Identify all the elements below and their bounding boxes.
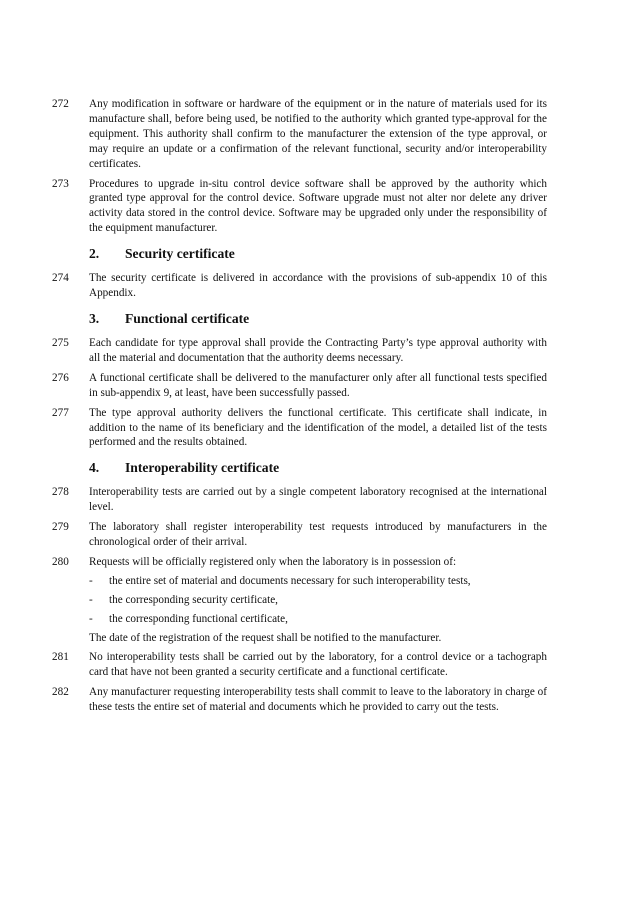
paragraph-number: 273 <box>52 177 69 190</box>
paragraph-number: 278 <box>52 486 69 499</box>
paragraph-closing-text: The date of the registration of the request shall be notified to the manufacturer. <box>89 631 442 644</box>
bullet-dash: - <box>89 612 93 625</box>
paragraph-number: 272 <box>52 98 69 110</box>
paragraph-number: 276 <box>52 371 69 384</box>
paragraph-text: Interoperability tests are carried out by a single competent laboratory recognised at the international level. <box>89 486 547 514</box>
paragraph-275 <box>0 336 640 366</box>
bullet-dash: - <box>89 574 93 587</box>
list-item <box>89 612 547 627</box>
paragraph-280 <box>0 555 640 646</box>
paragraph-281 <box>0 650 640 680</box>
paragraph-text: Any manufacturer requesting interoperability tests shall commit to leave to the laboratory in charge of these tests the entire set of material and documents which he provided to carry out the tests. <box>89 686 547 714</box>
paragraph-number: 277 <box>52 406 69 419</box>
paragraph-277 <box>0 406 640 451</box>
paragraph-text: A functional certificate shall be delivered to the manufacturer only after all functional tests specified in sub-appendix 9, at least, have been successfully passed. <box>89 371 547 399</box>
section-heading-interoperability-certificate <box>0 459 640 477</box>
list-item <box>89 574 547 589</box>
list-item <box>89 593 547 608</box>
section-number: 3. <box>89 310 100 326</box>
paragraph-text: Any modification in software or hardware of the equipment or in the nature of materials used for its manufacture shall, before being used, be notified to the authority which granted type-approval for the equipment. This authority shall confirm to the manufacturer the extension of the type approval, or may require an update or a confirmation of the relevant functional, security and/or interoperability certificates. <box>89 98 547 170</box>
paragraph-278 <box>0 485 640 515</box>
list-item-text: the corresponding functional certificate, <box>109 612 288 625</box>
section-heading-security-certificate <box>0 245 640 263</box>
paragraph-text: The type approval authority delivers the functional certificate. This certificate shall indicate, in addition to the name of its beneficiary and the identification of the model, a detailed list of the tests performed and the results obtained. <box>89 406 547 449</box>
paragraph-text: Procedures to upgrade in-situ control device software shall be approved by the authority which granted type approval for the control device. Software upgrade must not alter nor delete any driver activity data stored in the control device. Software may be upgraded only under the responsibility of the equipment manufacturer. <box>89 177 547 235</box>
paragraph-number: 279 <box>52 521 69 534</box>
paragraph-274 <box>0 271 640 301</box>
paragraph-273 <box>0 177 640 237</box>
paragraph-276 <box>0 371 640 401</box>
bullet-dash: - <box>89 593 93 606</box>
paragraph-number: 282 <box>52 686 69 699</box>
list-item-text: the entire set of material and documents necessary for such interoperability tests, <box>109 574 471 587</box>
section-title: Security certificate <box>125 246 235 262</box>
list-item-text: the corresponding security certificate, <box>109 593 278 606</box>
section-title: Functional certificate <box>125 310 250 326</box>
paragraph-279 <box>0 520 640 550</box>
paragraph-272 <box>0 97 640 172</box>
paragraph-number: 280 <box>52 555 69 568</box>
paragraph-282 <box>0 685 640 715</box>
paragraph-text: Each candidate for type approval shall provide the Contracting Party’s type approval authority with all the material and documentation that the authority deems necessary. <box>89 336 547 364</box>
section-title: Interoperability certificate <box>125 460 280 476</box>
section-heading-functional-certificate <box>0 310 640 328</box>
document-page <box>0 97 640 720</box>
section-number: 4. <box>89 460 100 476</box>
paragraph-text: The laboratory shall register interoperability test requests introduced by manufacturers in the chronological order of their arrival. <box>89 521 547 549</box>
paragraph-number: 274 <box>52 272 69 285</box>
paragraph-text: Requests will be officially registered only when the laboratory is in possession of: <box>89 555 457 568</box>
section-number: 2. <box>89 246 100 262</box>
paragraph-number: 281 <box>52 651 69 664</box>
paragraph-text: No interoperability tests shall be carried out by the laboratory, for a control device or a tachograph card that have not been granted a security certificate and a functional certificate. <box>89 651 547 679</box>
paragraph-text: The security certificate is delivered in accordance with the provisions of sub-appendix 10 of this Appendix. <box>89 272 547 300</box>
paragraph-number: 275 <box>52 336 69 349</box>
